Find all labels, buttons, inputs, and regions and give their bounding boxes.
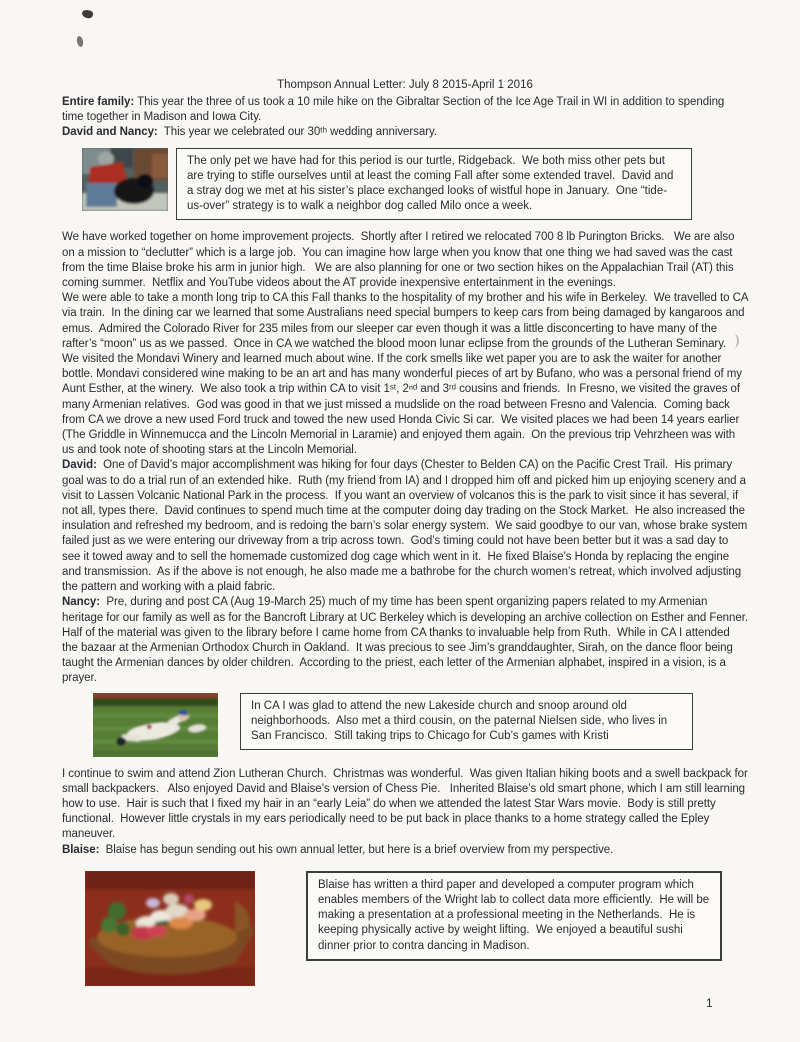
paragraph-ca-trip xyxy=(62,291,752,458)
paragraph-text: This year the three of us took a 10 mile hike on the Gibraltar Section of the Ice Age Trail in WI in addition to spending time together in Madison and Iowa City. xyxy=(62,96,728,124)
paragraph-lead: Entire family: xyxy=(62,96,135,108)
callout-blaise xyxy=(85,871,748,986)
photo-baseball-diving-catch xyxy=(93,693,218,757)
callout-box-california: In CA I was glad to attend the new Lakeside church and snoop around old neighborhoods. Also met a third cousin, on the paternal Nielsen side, who lives in San Francisco. Still taking trips to Chicago for Cub’s games with Kristi xyxy=(240,693,693,751)
page-number: 1 xyxy=(706,996,713,1010)
callout-box-blaise: Blaise has written a third paper and developed a computer program which enables members of the Wright lab to collect data more efficiently. He will be making a presentation at a professional meeting in the Netherlands. He is keeping physically active by weight lifting. We enjoyed a beautiful sushi dinner prior to contra dancing in Madison. xyxy=(306,871,722,961)
page-title: Thompson Annual Letter: July 8 2015-April 1 2016 xyxy=(277,79,533,91)
paragraph-david xyxy=(62,458,751,595)
paragraph-home-projects xyxy=(62,230,748,291)
paragraph-text: This year we celebrated our 30ᵗʰ wedding anniversary. xyxy=(157,126,437,139)
paragraph-text: One of David’s major accomplishment was hiking for four days (Chester to Belden CA) on the Pacific Crest Trail. His primary goal was to do a trial run of an extended hike. Ruth (my friend from IA) and I dropped him off and picked him up enjoying scenery and a visit to Lassen Volcanic National Park in the process. If you want an overview of volcanos this is the park to visit since it has several, if not all, types there. David continues to spend much time at the computer doing day trading on the Stock Market. He also increased the insulation and refreshed my bedroom, and is redoing the barn’s solar energy system. We said goodbye to our van, whose brake system failed just as we were entering our driveway from a trip across town. God’s timing could not have been better but it was a sad day to see it towed away and to sell the homemade customized dog cage which went in it. He fixed Blaise’s Honda by replacing the engine and transmission. As if the above is not enough, he also made me a bathrobe for the church women’s retreat, which involved adjusting the pattern and working with a plaid fabric. xyxy=(62,459,751,594)
paragraph-text: Pre, during and post CA (Aug 19-March 25) much of my time has been spent organizing papers related to my Armenian heritage for our family as well as for the Bancroft Library at UC Berkeley which is developing an archive collection on Esther and Fenner. Half of the material was given to the library before I came home from CA thanks to invaluable help from Ruth. While in CA I attended the bazaar at the Armenian Orthodox Church in Oakland. It was precious to see Jim’s granddaughter, Sirah, on the dance floor being taught the Armenian dances by older children. According to the priest, each letter of the Armenian alphabet, inspired in a vision, is a prayer. xyxy=(62,596,755,685)
paragraph-nancy xyxy=(62,595,755,686)
scan-artifact xyxy=(76,35,84,47)
photo-sushi-boat xyxy=(85,871,255,986)
paragraph-text: Blaise has begun sending out his own annual letter, but here is a brief overview from my perspective. xyxy=(99,843,614,856)
paragraph-lead: David and Nancy: xyxy=(62,126,158,139)
paragraph-lead: David: xyxy=(62,459,97,472)
paragraph-text: We have worked together on home improvement projects. Shortly after I retired we relocated 700 8 lb Purington Bricks. We are also on a mission to “declutter” which is a large job. You can imagine how large when you know that one thing we had saved was the cast from the time Blaise broke his arm in junior high. We are also planning for one or two section hikes on the Appalachian Trail (AT) this coming summer. Netflix and YouTube videos about the AT provide inexpensive entertainment in the evenings. xyxy=(62,231,738,290)
paragraph-david-and-nancy xyxy=(62,125,748,140)
callout-box-pets: The only pet we have had for this period is our turtle, Ridgeback. We both miss other pets but are trying to stifle ourselves until at least the coming Fall after some extended travel. David and a stray dog we met at his sister’s place exchanged looks of wistful hope in January. One “tide-us-over” strategy is to walk a neighbor dog called Milo once a week. xyxy=(176,148,692,221)
photo-david-petting-dog xyxy=(82,148,168,211)
letter-content xyxy=(62,78,755,986)
paragraph-nancy-continued xyxy=(62,767,751,843)
paragraph-text: We were able to take a month long trip to CA this Fall thanks to the hospitality of my brother and his wife in Berkeley. We travelled to CA via train. In the dining car we learned that some Australians need special bumpers to keep cars from being damaged by kangaroos and emus. Admired the Colorado River for 235 miles from our sleeper car even though it was a little disconcerting to have many of the rafter’s “moon” us as we passed. Once in CA we watched the blood moon lunar eclipse from the grounds of the Lutheran Seminary. We visited the Mondavi Winery and learned much about wine. If the cork smells like wet paper you are to ask the waiter for another bottle. Mondavi considered wine making to be an art and has many wonderful pieces of art by Bufano, who was a personal friend of my Aunt Esther, at the winery. We also took a trip within CA to visit 1ˢᵗ, 2ⁿᵈ and 3ʳᵈ cousins and friends. In Fresno, we visited the graves of many Armenian relatives. God was good in that we just missed a mudslide on the road between Fresno and Valencia. Coming back from CA we drove a new used Ford truck and towed the new used Honda Civic Si car. We visited places we had been 14 years earlier (The Griddle in Winnemucca and the Lincoln Memorial in Laramie) and enjoyed them again. On the previous trip Vehrzheen was with us and took note of shooting stars at the Lincoln Memorial. xyxy=(62,292,752,457)
paragraph-entire-family xyxy=(62,95,748,125)
paragraph-lead: Blaise: xyxy=(62,843,100,856)
paragraph-lead: Nancy: xyxy=(62,596,101,609)
paragraph-text: I continue to swim and attend Zion Lutheran Church. Christmas was wonderful. Was given Italian hiking boots and a swell backpack for small backpackers. Also enjoyed David and Blaise’s version of Chess Pie. Inherited Blaise’s old smart phone, which I am still learning how to use. Hair is such that I fixed my hair in an “early Leia” do when we attended the latest Star Wars movie. Body is still pretty functional. However little crystals in my ears periodically need to be put back in place thanks to a home strategy called the Epley maneuver. xyxy=(62,767,751,841)
scan-artifact xyxy=(81,8,94,19)
paragraph-blaise xyxy=(62,843,748,858)
callout-pets xyxy=(82,148,692,221)
callout-california xyxy=(93,693,693,757)
